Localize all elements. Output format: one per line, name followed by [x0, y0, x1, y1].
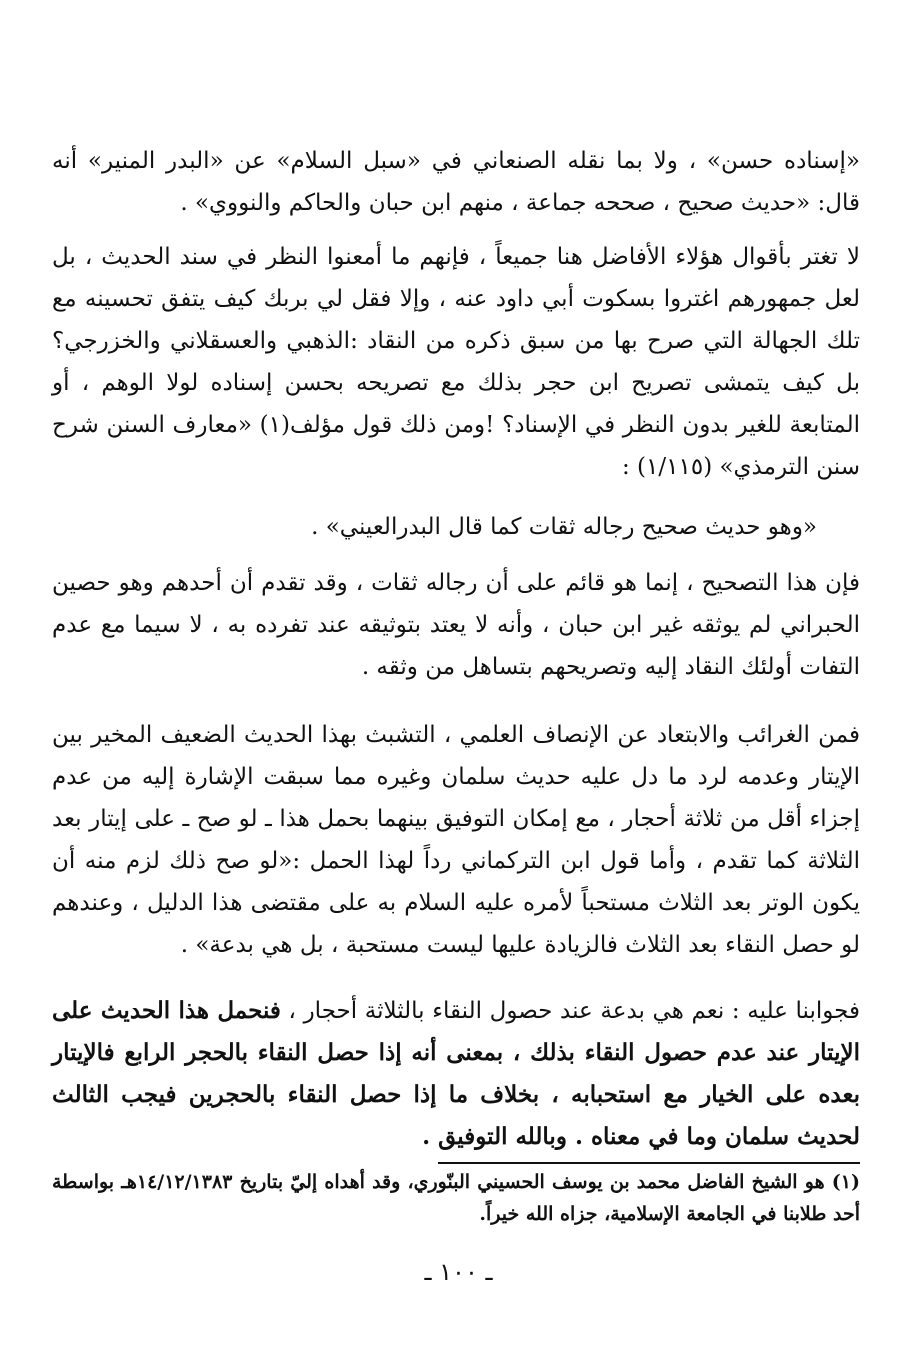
page-number: ـ ١٠٠ ـ [424, 1258, 493, 1286]
paragraph-3: فإن هذا التصحيح ، إنما هو قائم على أن رجاله ثقات ، وقد تقدم أن أحدهم وهو حصين الحبراني لم يوثقه غير ابن حبان ، وأنه لا يعتد بتوثيقه عند تفرده به ، لا سيما مع عدم التفات أولئك النقاد إليه وتصريحهم بتساهل من وثقه . [52, 570, 860, 680]
paragraph-4: فمن الغرائب والابتعاد عن الإنصاف العلمي ، التشبث بهذا الحديث الضعيف المخير بين الإيتار وعدمه لرد ما دل عليه حديث سلمان وغيره مما سبقت الإشارة إليه من عدم إجزاء أقل من ثلاثة أحجار ، مع إمكان التوفيق بينهما بحمل هذا ـ لو صح ـ على إيتار بعد الثلاثة كما تقدم ، وأما قول ابن التركماني رداً لهذا الحمل :«لو صح ذلك لزم منه أن يكون الوتر بعد الثلاث مستحباً لأمره عليه السلام به على مقتضى هذا الدليل ، وعندهم لو حصل النقاء بعد الثلاث فالزيادة عليها ليست مستحبة ، بل هي بدعة» . [52, 722, 860, 958]
paragraph-5-part-2: فنحمل هذا الحديث على الإيتار عند عدم حصول النقاء بذلك ، [52, 997, 860, 1066]
paragraph-5-part-3: بمعنى أنه إذا حصل النقاء بالحجر الرابع فالإيتار بعده على الخيار مع استحبابه ، [52, 1039, 861, 1108]
paragraph-1: «إسناده حسن» ، ولا بما نقله الصنعاني في «سبل السلام» عن «البدر المنير» أنه قال: «حديث صحيح ، صححه جماعة ، منهم ابن حبان والحاكم والنووي» . [52, 148, 860, 216]
paragraph-5 [52, 990, 860, 1158]
paragraph-5-part-1: فجوابنا عليه : نعم هي بدعة عند حصول النقاء بالثلاثة أحجار ، [280, 998, 860, 1024]
footnote-separator [438, 1162, 860, 1164]
paragraph-2: لا تغتر بأقوال هؤلاء الأفاضل هنا جميعاً ، فإنهم ما أمعنوا النظر في سند الحديث ، بل لعل جمهورهم اغتروا بسكوت أبي داود عنه ، وإلا فقل لي بربك كيف يتفق تحسينه مع تلك الجهالة التي صرح بها من سبق ذكره من النقاد :الذهبي والعسقلاني والخزرجي؟ بل كيف يتمشى تصريح ابن حجر بذلك مع تصريحه بحسن إسناده لولا الوهم ، أو المتابعة للغير بدون النظر في الإسناد؟ !ومن ذلك قول مؤلف(١) «معارف السنن شرح سنن الترمذي» (١/١١٥) : [52, 244, 860, 480]
quoted-statement: «وهو حديث صحيح رجاله ثقات كما قال البدرالعيني» . [311, 514, 817, 540]
footnote: (١) هو الشيخ الفاضل محمد بن يوسف الحسيني البنّوري، وقد أهداه إليّ بتاريخ ١٤/١٢/١٣٨٣هـ بواسطة أحد طلابنا في الجامعة الإسلامية، جزاه الله خيراً. [52, 1171, 860, 1225]
paragraph-5-part-4: بخلاف ما إذا حصل النقاء بالحجرين فيجب الثالث لحديث سلمان وما في معناه . وبالله التوفيق . [52, 1081, 860, 1150]
